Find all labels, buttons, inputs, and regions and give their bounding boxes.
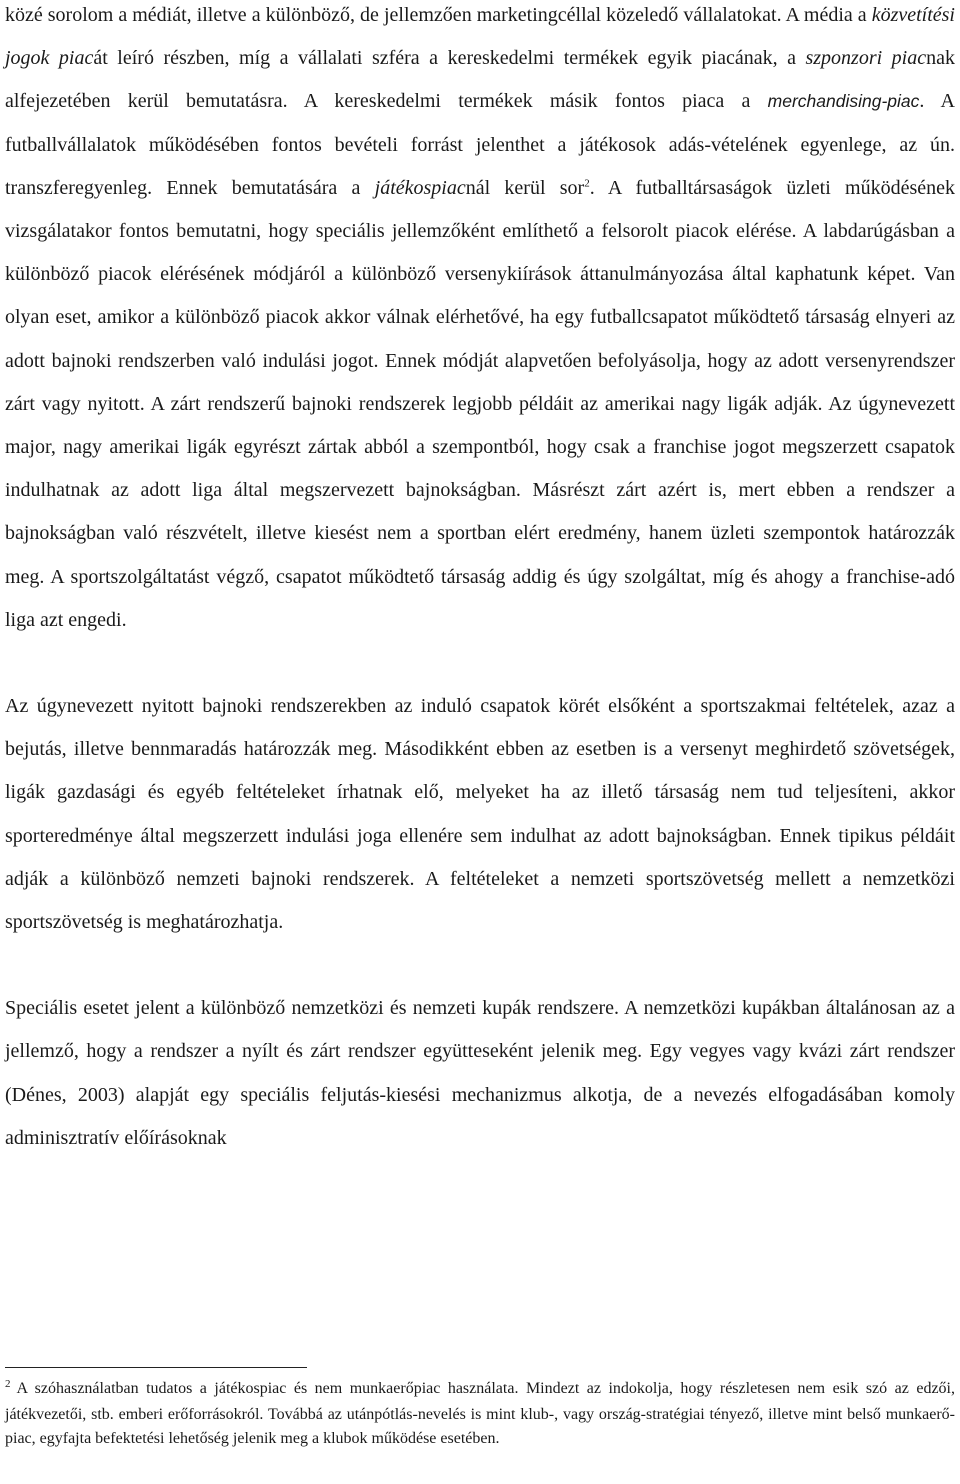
paragraph-spacer (5, 642, 955, 685)
paragraph-1-text: . A futballtársaságok üzleti működésének vizsgálatakor fontos bemutatni, hogy speciális jellemzőként említhető a felsorolt piacok elérése. A labdarúgásban a különböző piacok elérésének módjáról a különböző versenykiírások áttanulmányozása által kaphatunk képet. Van olyan eset, amikor a különböző piacok akkor válnak elérhetővé, ha egy futballcsapatot működtető társaság elnyeri az adott bajnoki rendszerben való indulási jogot. Ennek módját alapvetően befolyásolja, hogy az adott versenyrendszer zárt vagy nyitott. A zárt rendszerű bajnoki rendszerek legjobb példáit az amerikai nagy ligák adják. Az úgynevezett major, nagy amerikai ligák egyrészt zártak abból a szempontból, hogy csak a franchise jogot megszerzett csapatok indulhatnak az adott liga által megszervezett bajnokságban. Másrészt zárt azért is, mert ebben a rendszer a bajnokságban való részvételt, illetve kiesést nem a sportban elért eredmény, hanem üzleti szempontok határozzák meg. A sportszolgáltatást végző, csapatot működtető társaság addig és úgy szolgáltat, míg és ahogy a franchise-adó liga azt engedi. (5, 176, 955, 631)
italic-term: közvetítési jogok piac (5, 4, 955, 70)
italic-term: szponzori piac (805, 47, 927, 70)
italic-term: merchandising-piac (767, 91, 920, 112)
paragraph-1-text: nak alfejezetében kerül bemutatásra. A kereskedelmi termékek másik fontos piaca a (5, 47, 956, 113)
paragraph-1-text: át leíró részben, míg a vállalati szféra a kereskedelmi termékek egyik piacának, a (93, 47, 806, 70)
paragraph-1-text: . A futballvállalatok működésében fontos bevételi forrást jelenthet a játékosok adás-vételének egyenlege, az ún. transzferegyenleg. Ennek bemutatására a (5, 90, 955, 199)
footnote-reference: 2 (584, 177, 590, 190)
footnote-text: A szóhasználatban tudatos a játékospiac és nem munkaerőpiac használata. Mindezt az indokolja, hogy részletesen nem esik szó az edzői, játékvezetői, stb. emberi erőforrásokról. Továbbá az utánpótlás-nevelés is mint klub-, vagy ország-stratégiai tényező, illetve mint belső munkaerő-piac, egyfajta befektetési lehetőség jelenik meg a klubok működése esetében. (5, 1380, 955, 1447)
paragraph-1-text: nál kerül sor (465, 176, 585, 199)
footnote-number: 2 (5, 1378, 11, 1390)
paragraph-1-text: közé sorolom a médiát, illetve a különböző, de jellemzően marketingcéllal közeledő vállalatokat. A média a (5, 4, 872, 26)
paragraph-1 (5, 0, 955, 642)
footnote (5, 1377, 955, 1452)
paragraph-2: Az úgynevezett nyitott bajnoki rendszerekben az induló csapatok körét elsőként a sportszakmai feltételek, azaz a bejutás, illetve bennmaradás határozzák meg. Másodikként ebben az esetben is a versenyt meghirdető szövetségek, ligák gazdasági és egyéb feltételeket írhatnak elő, melyeket ha az illető társaság nem tud teljesíteni, akkor sporteredménye által megszerzett indulási joga ellenére sem indulhat az adott bajnokságban. Ennek tipikus példáit adják a különböző nemzeti bajnoki rendszerek. A feltételeket a nemzeti sportszövetség mellett a nemzetközi sportszövetség is meghatározhatja. (5, 695, 955, 934)
paragraph-spacer (5, 944, 955, 987)
document-page (5, 0, 956, 1447)
italic-term: játékospiac (374, 176, 466, 199)
paragraph-3: Speciális esetet jelent a különböző nemzetközi és nemzeti kupák rendszere. A nemzetközi kupákban általánosan az a jellemző, hogy a rendszer a nyílt és zárt rendszer együtteseként jelenik meg. Egy vegyes vagy kvázi zárt rendszer (Dénes, 2003) alapját egy speciális feljutás-kiesési mechanizmus alkotja, de a nevezés elfogadásában komoly adminisztratív előírásoknak (5, 997, 955, 1149)
footnote-separator (5, 1367, 307, 1368)
